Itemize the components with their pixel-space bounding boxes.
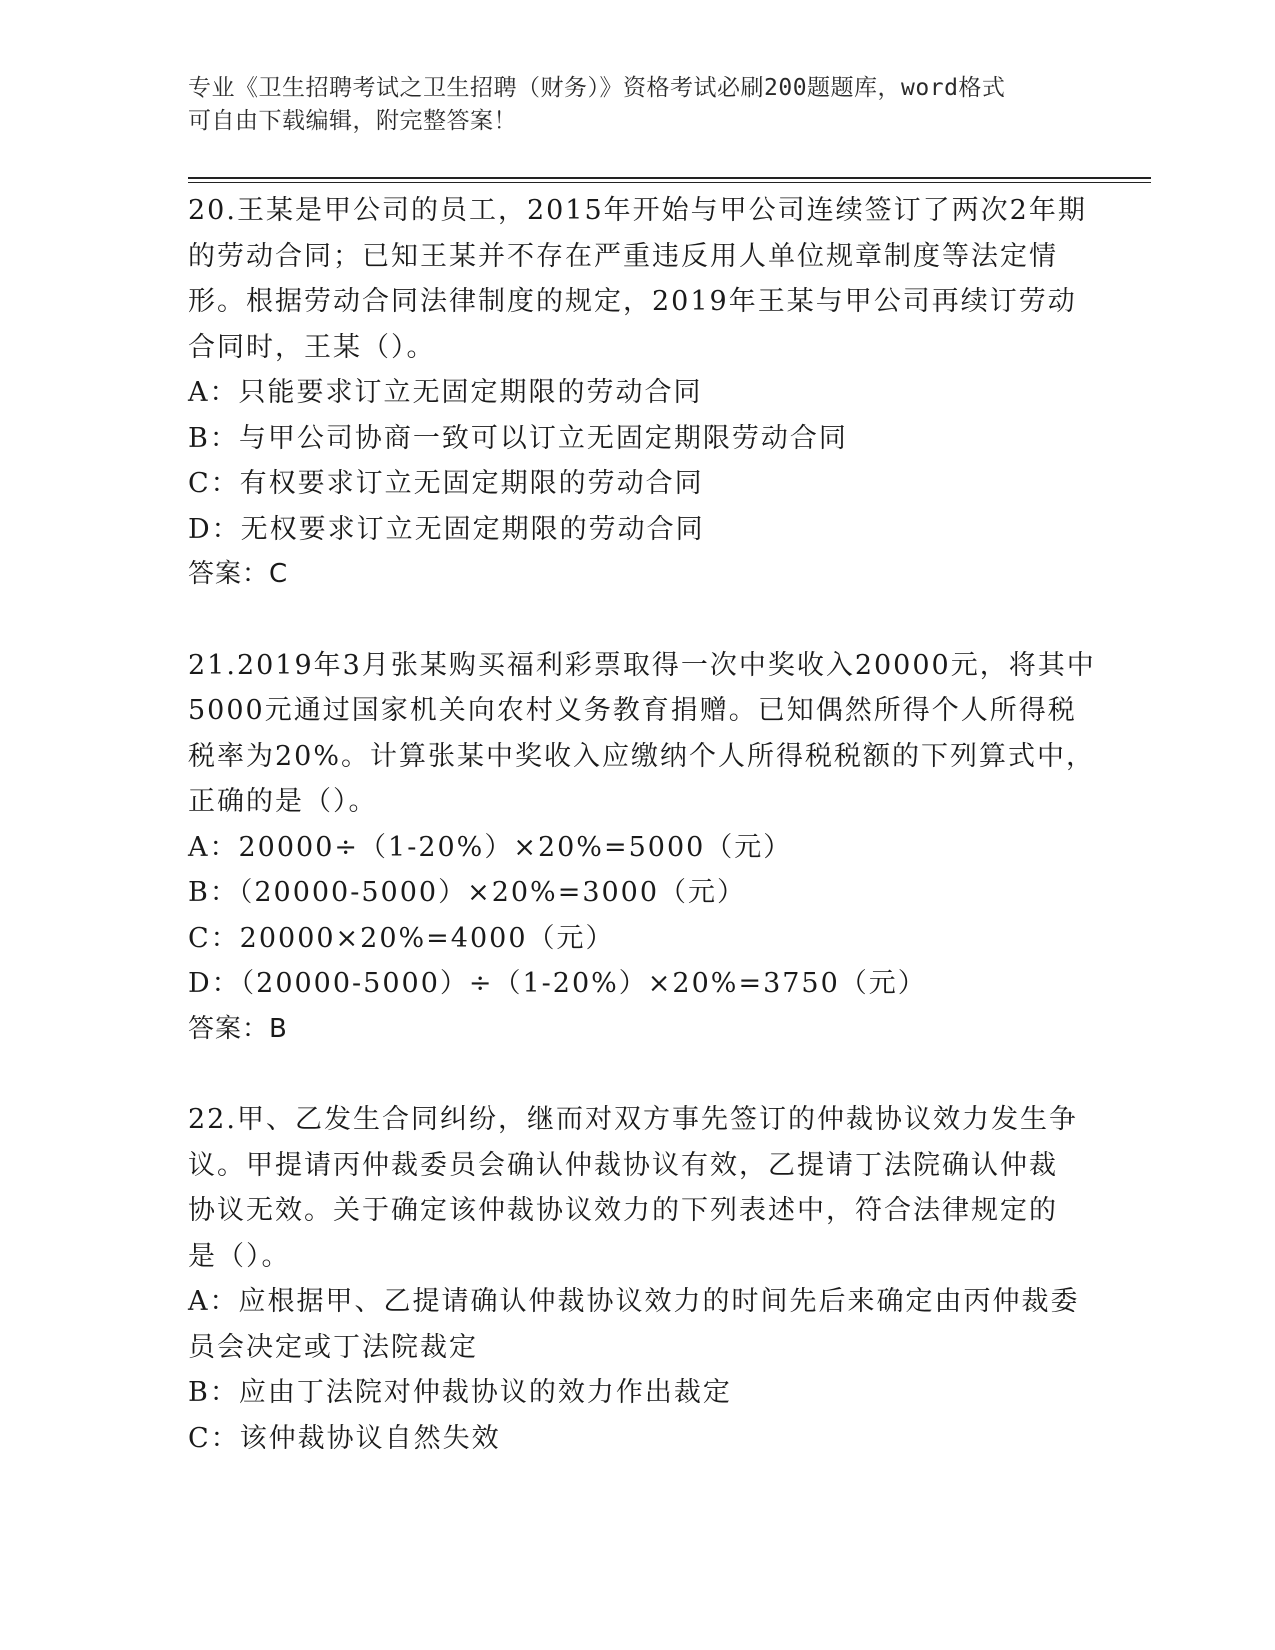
option-d: D：无权要求订立无固定期限的劳动合同 xyxy=(188,513,705,545)
header-divider-thick xyxy=(188,177,1151,179)
question-stem-line: 税率为20%。计算张某中奖收入应缴纳个人所得税税额的下列算式中， xyxy=(188,740,1096,772)
question-stem-line: 22.甲、乙发生合同纠纷，继而对双方事先签订的仲裁协议效力发生争 xyxy=(188,1104,1078,1135)
question-stem-line: 是（）。 xyxy=(188,1240,291,1272)
option-c: C：该仲裁协议自然失效 xyxy=(188,1422,501,1454)
question-stem-line: 正确的是（）。 xyxy=(188,786,378,817)
question-20 xyxy=(188,188,1088,598)
answer-line: 答案：C xyxy=(188,559,289,589)
question-spacer xyxy=(188,1052,1088,1097)
document-header xyxy=(188,72,1088,138)
question-22 xyxy=(188,1097,1088,1461)
question-stem-line: 形。根据劳动合同法律制度的规定，2019年王某与甲公司再续订劳动 xyxy=(188,286,1077,317)
question-stem-line: 的劳动合同；已知王某并不存在严重违反用人单位规章制度等法定情 xyxy=(188,240,1058,272)
question-list xyxy=(188,188,1096,1461)
option-a: A：20000÷（1-20%）×20%=5000（元） xyxy=(188,831,793,863)
question-21 xyxy=(188,643,1096,1053)
option-c: C：有权要求订立无固定期限的劳动合同 xyxy=(188,468,704,499)
question-stem-line: 协议无效。关于确定该仲裁协议效力的下列表述中，符合法律规定的 xyxy=(188,1195,1058,1226)
option-b: B：与甲公司协商一致可以订立无固定期限劳动合同 xyxy=(188,422,848,454)
question-spacer xyxy=(188,598,1088,643)
header-line: 专业《卫生招聘考试之卫生招聘（财务）》资格考试必刷200题题库，word格式 xyxy=(188,75,1006,101)
option-d: D：（20000-5000）÷（1-20%）×20%=3750（元） xyxy=(188,968,927,999)
question-stem-line: 5000元通过国家机关向农村义务教育捐赠。已知偶然所得个人所得税 xyxy=(188,695,1077,726)
option-a: A：只能要求订立无固定期限的劳动合同 xyxy=(188,377,703,408)
question-stem-line: 20.王某是甲公司的员工，2015年开始与甲公司连续签订了两次2年期 xyxy=(188,195,1087,226)
option-b: B：（20000-5000）×20%=3000（元） xyxy=(188,877,747,908)
option-a-continued: 员会决定或丁法院裁定 xyxy=(188,1331,478,1363)
question-stem-line: 议。甲提请丙仲裁委员会确认仲裁协议有效，乙提请丁法院确认仲裁 xyxy=(188,1149,1058,1181)
question-stem-line: 21.2019年3月张某购买福利彩票取得一次中奖收入20000元，将其中 xyxy=(188,649,1096,681)
option-a: A：应根据甲、乙提请确认仲裁协议效力的时间先后来确定由丙仲裁委 xyxy=(188,1286,1080,1317)
header-divider-thin xyxy=(188,182,1151,183)
option-b: B：应由丁法院对仲裁协议的效力作出裁定 xyxy=(188,1377,732,1408)
question-stem-line: 合同时，王某（）。 xyxy=(188,331,436,363)
header-line: 可自由下载编辑，附完整答案！ xyxy=(188,108,517,134)
option-c: C：20000×20%=4000（元） xyxy=(188,922,615,954)
answer-line: 答案：B xyxy=(188,1013,288,1044)
